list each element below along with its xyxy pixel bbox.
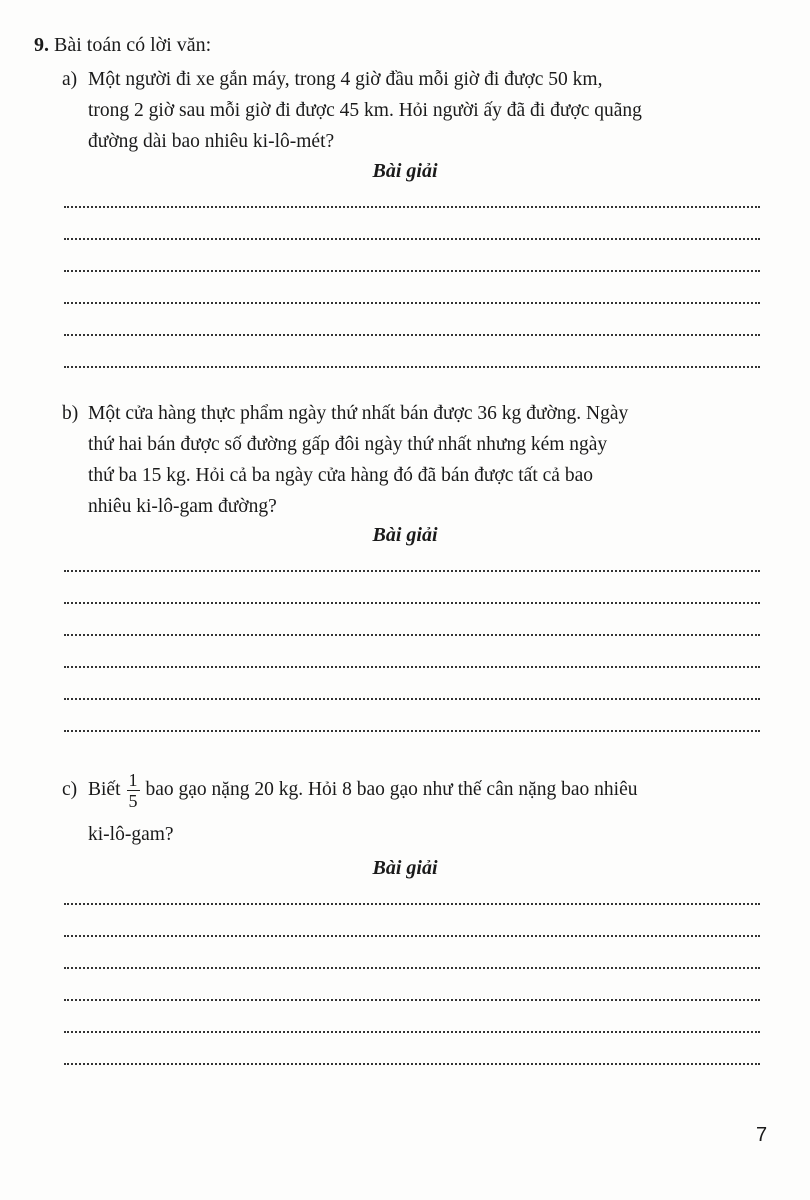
answer-line[interactable] <box>64 903 760 905</box>
answer-line[interactable] <box>64 334 760 336</box>
answer-line[interactable] <box>64 366 760 368</box>
part-c-prefix: Biết <box>88 778 121 800</box>
question-title <box>34 34 211 57</box>
answer-line[interactable] <box>64 634 760 636</box>
answer-line[interactable] <box>64 206 760 208</box>
answer-line[interactable] <box>64 302 760 304</box>
answer-line[interactable] <box>64 570 760 572</box>
part-b-solution-heading: Bài giải <box>372 524 438 546</box>
part-a-line-1: Một người đi xe gắn máy, trong 4 giờ đầu mỗi giờ đi được 50 km, <box>88 69 603 90</box>
fraction-denominator: 5 <box>128 791 138 811</box>
part-a-label: a) <box>62 69 78 90</box>
fraction-numerator: 1 <box>128 770 138 790</box>
answer-line[interactable] <box>64 730 760 732</box>
answer-line[interactable] <box>64 999 760 1001</box>
part-b-line-4: nhiêu ki-lô-gam đường? <box>88 496 277 517</box>
part-b-label: b) <box>62 403 79 424</box>
answer-line[interactable] <box>64 602 760 604</box>
part-b-line-1: Một cửa hàng thực phẩm ngày thứ nhất bán được 36 kg đường. Ngày <box>88 403 629 424</box>
part-a-line-2: trong 2 giờ sau mỗi giờ đi được 45 km. Hỏi người ấy đã đi được quãng <box>88 100 642 121</box>
answer-line[interactable] <box>64 1063 760 1065</box>
part-c-suffix: bao gạo nặng 20 kg. Hỏi 8 bao gạo như thế cân nặng bao nhiêu <box>145 778 638 800</box>
answer-line[interactable] <box>64 698 760 700</box>
part-c-label: c) <box>62 778 78 800</box>
page-number: 7 <box>756 1124 768 1146</box>
part-b-line-3: thứ ba 15 kg. Hỏi cả ba ngày cửa hàng đó đã bán được tất cả bao <box>88 465 593 486</box>
answer-line[interactable] <box>64 967 760 969</box>
answer-line[interactable] <box>64 270 760 272</box>
part-a-line-3: đường dài bao nhiêu ki-lô-mét? <box>88 131 335 152</box>
part-c-solution-heading: Bài giải <box>372 857 438 879</box>
fraction <box>127 770 140 811</box>
part-b-text <box>62 398 762 522</box>
question-title-text: Bài toán có lời văn: <box>54 34 212 56</box>
answer-line[interactable] <box>64 935 760 937</box>
part-a-text <box>62 64 762 157</box>
answer-line[interactable] <box>64 666 760 668</box>
part-a-solution-heading: Bài giải <box>372 160 438 182</box>
part-c-line-2: ki-lô-gam? <box>88 824 174 845</box>
question-number: 9. <box>34 34 49 56</box>
part-b-line-2: thứ hai bán được số đường gấp đôi ngày thứ nhất nhưng kém ngày <box>88 434 608 455</box>
part-c-text <box>62 770 762 850</box>
answer-line[interactable] <box>64 238 760 240</box>
answer-line[interactable] <box>64 1031 760 1033</box>
